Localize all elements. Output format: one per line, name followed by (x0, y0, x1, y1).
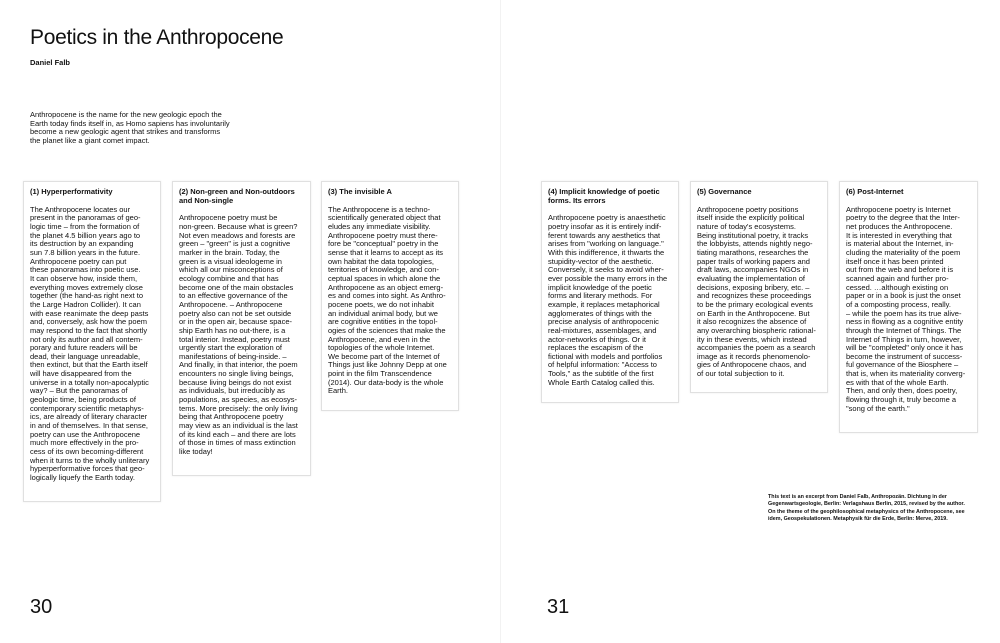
section-heading: (5) Governance (697, 187, 752, 196)
section-body: Anthropocene poetry must be non-green. Because what is green? Not even meadows and forests are green – "green" is just a cognitive marker in the brain. Today, the green is a visual ideologeme in which all our misconceptions of ecology combine and that has become one of the main obstacles to an effective governance of the Anthropocene. – Anthropocene poetry also can not be set outside or in the open air, because space- ship Earth has no out-there, is a total interior. Instead, poetry must urgently start the exploration of manifestations of being-inside. – And finally, in that interior, the poem encounters no single living beings, because living beings do not exist as individuals, but irreducibly as populations, as species, as ecosys- tems. More precisely: the only living being that Anthropocene poetry may view as an individual is the last of its kind each – and there are lots of those in times of mass extinction like today! (179, 213, 298, 457)
section-heading: (4) Implicit knowledge of poetic forms. Its errors (548, 187, 660, 205)
intro-paragraph: Anthropocene is the name for the new geologic epoch the Earth today finds itself in, as Homo sapiens has involuntarily become a new geologic agent that strikes and transforms the planet like a giant comet impact. (30, 110, 230, 145)
section-post-internet (839, 181, 978, 433)
section-heading: (3) The invisible A (328, 187, 392, 196)
section-body: The Anthropocene locates our present in the panoramas of geo- logic time – from the formation of the planet 4.5 billion years ago to its destruction by an expanding sun 7.8 billion years in the future. Anthropocene poetry can put these panoramas into poetic use. It can observe how, inside them, everything moves extremely close together (the hand-as right next to the Large Hadron Collider). It can with ease reanimate the deep pasts and, conversely, ask how the poem may respond to the fact that shortly not only its author and all contem- porary and future readers will be dead, their language unreadable, then extinct, but that the Earth itself will have disappeared from the universe in a totally non-apocalyptic way? – But the panoramas of geologic time, being products of contemporary scientific metaphys- ics, are already of literary character in and of themselves. In that sense, poetry can use the Anthropocene much more effectively in the pro- cess of its own becoming-different when it turns to the wholly unliterary hyperperformative forces that geo- logically liquefy the Earth today. (30, 204, 150, 482)
page-number-right: 31 (547, 596, 570, 618)
author-name: Daniel Falb (30, 58, 71, 67)
page-number-left: 30 (30, 596, 53, 618)
section-heading: (2) Non-green and Non-outdoors and Non-single (179, 187, 295, 205)
footnote: This text is an excerpt from Daniel Falb, Anthropozän. Dichtung in der Gegenwartsgeologie, Berlin: Verlagshaus Berlin, 2015, revised by the author. On the theme of the geophilosophical metaphysics of the Anthropocene, see idem, Geospekulationen. Metaphysik für die Erde, Berlin: Merve, 2019. (768, 494, 965, 522)
page-gutter (500, 0, 501, 643)
section-non-green (172, 181, 311, 476)
section-body: The Anthropocene is a techno- scientifically generated object that eludes any immediate visibility. Anthropocene poetry must there- fore be "conceptual" poetry in the sense that it learns to accept as its own habitat the data topologies, territories of knowledge, and con- ceptual spaces in which alone the Anthropocene as an object emerg- es and comes into sight. As Anthro- pocene poets, we do not inhabit an individual animal body, but we are cognitive entities in the topol- ogies of the sciences that make the Anthropocene, and even in the topologies of the whole Internet. We become part of the Internet of Things just like Johnny Depp at one point in the film Transcendence (2014). Our data-body is the whole Earth. (328, 204, 447, 396)
section-body: Anthropocene poetry is Internet poetry to the degree that the Inter- net produces the Anthropocene. It is interested in everything that is material about the Internet, in- cluding the materiality of the poem itself once it has been printed out from the web and before it is scanned again and further pro- cessed. …although existing on paper or in a book is just the onset of a composting process, really. – while the poem has its true alive- ness in flowing as a cognitive entity through the Internet of Things. The Internet of Things in turn, however, will be "completed" only once it has become the instrument of success- ful governance of the Biosphere – that is, when its materiality converg- es with that of the whole Earth. Then, and only then, does poetry, flowing through it, truly become a "song of the earth." (846, 204, 966, 413)
section-implicit-knowledge (541, 181, 679, 403)
section-governance (690, 181, 828, 393)
section-body: Anthropocene poetry is anaesthetic poetry insofar as it is entirely indif- ferent towards any aesthetics that arises from "working on language." With this indifference, it thwarts the stupidity-vector of the aesthetic. Conversely, it seeks to avoid wher- ever possible the many errors in the implicit knowledge of the poetic forms and literary methods. For example, it replaces metaphorical agglomerates of things with the precise analysis of anthropocenic real-mixtures, assemblages, and actor-networks of things. Or it replaces the escapism of the fictional with models and portfolios of helpful information: "Access to Tools," as the subtitle of the first Whole Earth Catalog called this. (548, 213, 668, 387)
section-hyperperformativity (23, 181, 161, 502)
section-heading: (1) Hyperperformativity (30, 187, 113, 196)
section-invisible-a (321, 181, 459, 411)
section-heading: (6) Post-Internet (846, 187, 904, 196)
section-body: Anthropocene poetry positions itself inside the explicitly political nature of today's ecosystems. Being institutional poetry, it tracks the lobbyists, attends nightly nego- tiating marathons, researches the paper trails of working papers and draft laws, accompanies NGOs in evaluating the implementation of decisions, exposing bribery, etc. – and recognizes these proceedings to be the primary ecological events on Earth in the Anthropocene. But it also recognizes the absence of any overarching biospheric rational- ity in these events, which instead accompanies the poem as a search image as it records phenomenolo- gies of Anthropocene chaos, and of our total subjection to it. (697, 204, 816, 379)
page-title: Poetics in the Anthropocene (30, 26, 284, 49)
